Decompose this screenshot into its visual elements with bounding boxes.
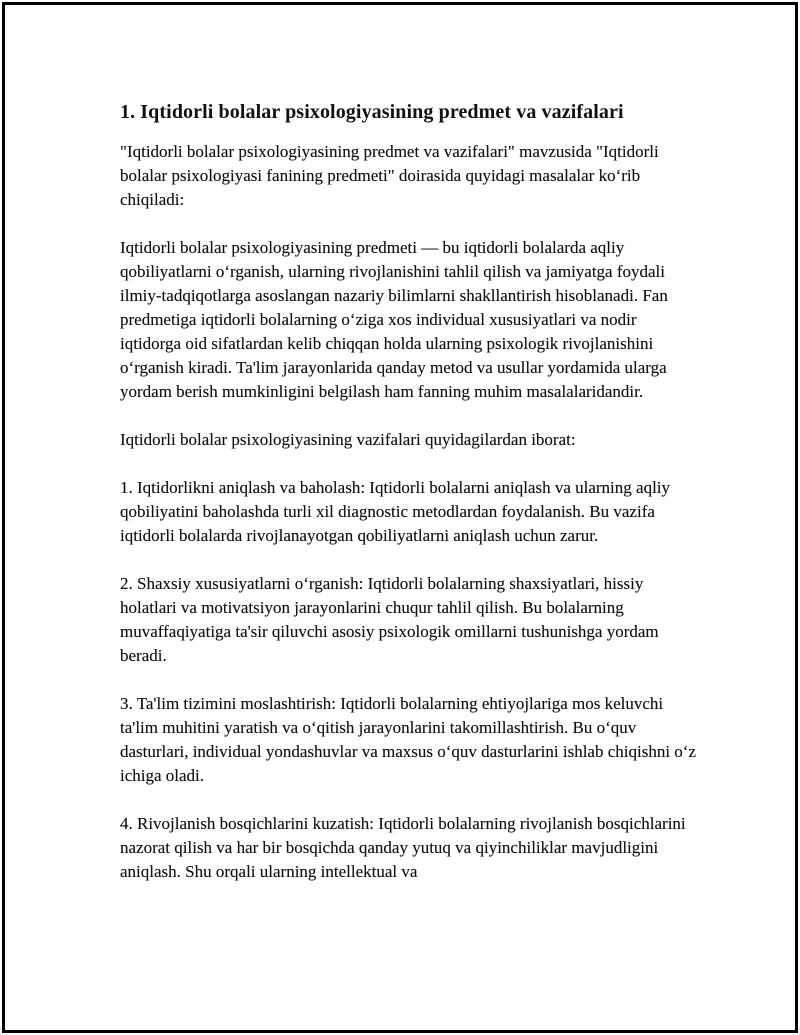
subject-paragraph: Iqtidorli bolalar psixologiyasining predmeti — bu iqtidorli bolalarda aqliy qobiliyatlarni o‘rganish, ularning rivojlanishini tahlil qilish va jamiyatga foydali ilmiy-tadqiqotlarga asoslangan nazariy bilimlarni shakllantirish hisoblanadi. Fan predmetiga iqtidorli bolalarning o‘ziga xos individual xususiyatlari va nodir iqtidorga oid sifatlardan kelib chiqqan holda ularning psixologik rivojlanishini o‘rganish kiradi. Ta'lim jarayonlarida qanday metod va usullar yordamida ularga yordam berish mumkinligini belgilash ham fanning muhim masalalaridandir. [120, 238, 668, 401]
task-item-1: 1. Iqtidorlikni aniqlash va baholash: Iqtidorli bolalarni aniqlash va ularning aqliy qobiliyatini baholashda turli xil diagnostic metodlardan foydalanish. Bu vazifa iqtidorli bolalarda rivojlanayotgan qobiliyatlarni aniqlash uchun zarur. [120, 478, 671, 545]
task-item-3: 3. Ta'lim tizimini moslashtirish: Iqtidorli bolalarning ehtiyojlariga mos keluvchi ta'lim muhitini yaratish va o‘qitish jarayonlarini takomillashtirish. Bu o‘quv dasturlari, individual yondashuvlar va maxsus o‘quv dasturlarini ishlab chiqishni o‘z ichiga oladi. [120, 694, 696, 785]
intro-paragraph: "Iqtidorli bolalar psixologiyasining predmet va vazifalari" mavzusida "Iqtidorli bolalar psixologiyasi fanining predmeti" doirasida quyidagi masalalar ko‘rib chiqiladi: [120, 142, 659, 209]
tasks-intro-paragraph: Iqtidorli bolalar psixologiyasining vazifalari quyidagilardan iborat: [120, 430, 576, 449]
page-frame [2, 2, 798, 1033]
document-body [120, 98, 700, 908]
task-item-2: 2. Shaxsiy xususiyatlarni o‘rganish: Iqtidorli bolalarning shaxsiyatlari, hissiy holatlari va motivatsiyon jarayonlarini chuqur tahlil qilish. Bu bolalarning muvaffaqiyatiga ta'sir qiluvchi asosiy psixologik omillarni tushunishga yordam beradi. [120, 574, 659, 665]
section-heading: 1. Iqtidorli bolalar psixologiyasining predmet va vazifalari [120, 101, 624, 123]
task-item-4: 4. Rivojlanish bosqichlarini kuzatish: Iqtidorli bolalarning rivojlanish bosqichlarini nazorat qilish va har bir bosqichda qanday yutuq va qiyinchiliklar mavjudligini aniqlash. Shu orqali ularning intellektual va [120, 814, 686, 881]
